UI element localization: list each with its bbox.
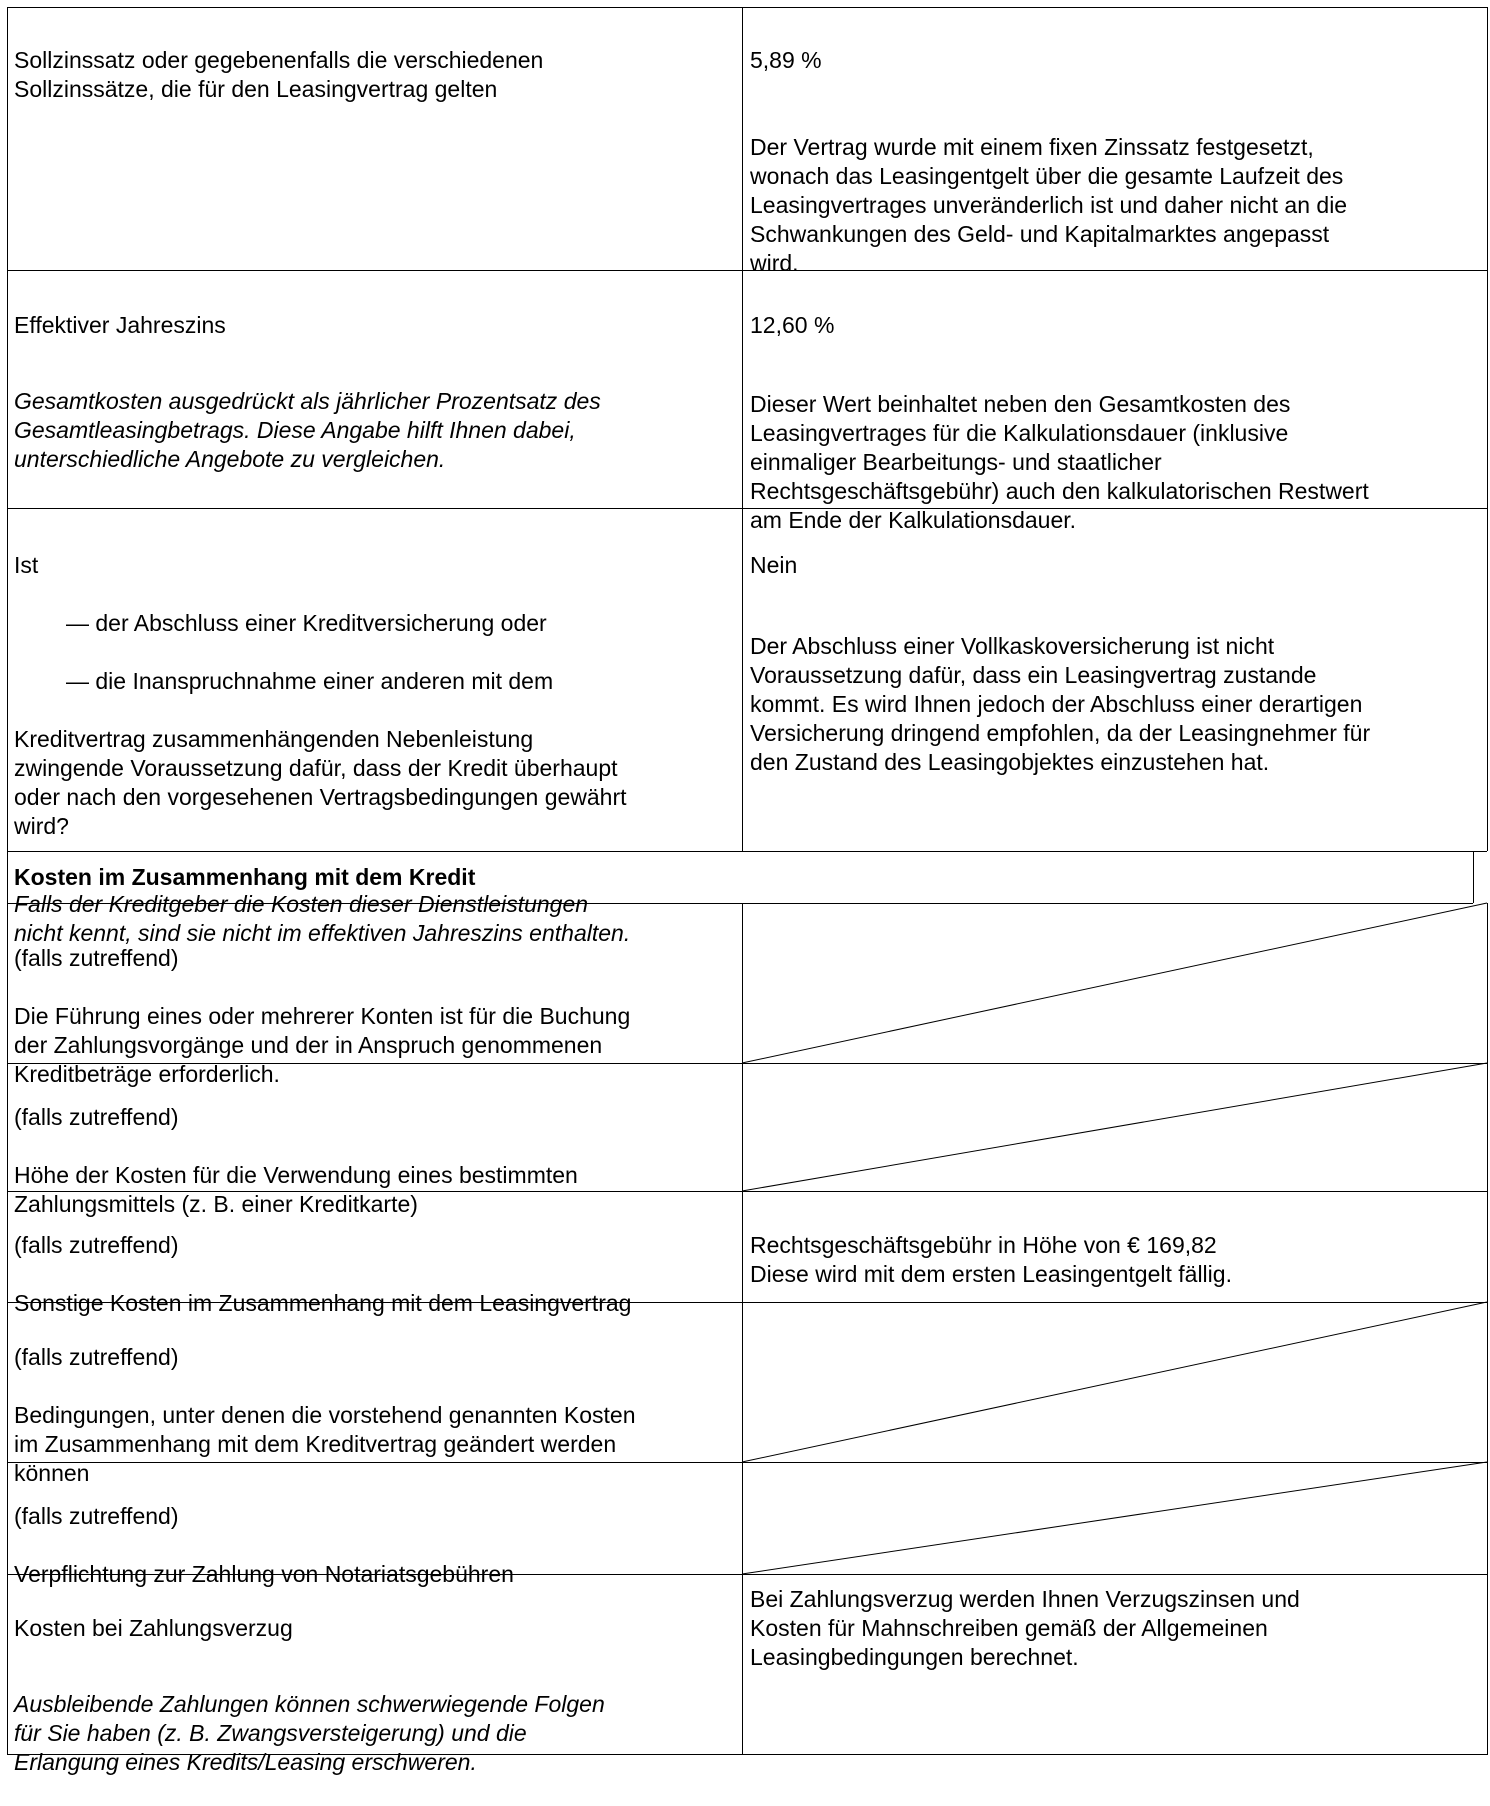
zahlungsmittel-label: Höhe der Kosten für die Verwendung eines bestimmten Zahlungsmittels (z. B. einer Kreditkarte)	[14, 1162, 578, 1217]
versicherung-answer: Nein	[750, 552, 798, 578]
effektiver-jahreszins-hint: Gesamtkosten ausgedrückt als jährlicher Prozentsatz des Gesamtleasingbetrags. Diese Angabe hilft Ihnen dabei, unterschiedliche Angebote zu vergleichen.	[14, 388, 601, 472]
zahlungsverzug-label: Kosten bei Zahlungsverzug	[14, 1615, 293, 1641]
versicherung-note: Der Abschluss einer Vollkaskoversicherung ist nicht Voraussetzung dafür, dass ein Leasingvertrag zustande kommt. Es wird Ihnen jedoch der Abschluss einer derartigen Versicherung dringend empfohlen, da der Leasingnehmer für den Zustand des Leasingobjektes einzustehen hat.	[750, 633, 1371, 775]
versicherung-question-rest: Kreditvertrag zusammenhängenden Nebenleistung zwingende Voraussetzung dafür, dass der Kredit überhaupt oder nach den vorgesehenen Vertragsbedingungen gewährt wird?	[14, 726, 627, 839]
cost-row-tag: (falls zutreffend)	[14, 1104, 179, 1130]
cost-row-tag: (falls zutreffend)	[14, 1503, 179, 1529]
sonstige-kosten-label: Sonstige Kosten im Zusammenhang mit dem Leasingvertrag	[14, 1290, 632, 1316]
sollzinssatz-note: Der Vertrag wurde mit einem fixen Zinssatz festgesetzt, wonach das Leasingentgelt über die gesamte Laufzeit des Leasingvertrages unveränderlich ist und daher nicht an die Schwankungen des Geld- und Kapitalmarktes angepasst wird.	[750, 134, 1348, 276]
sonstige-kosten-value: Rechtsgeschäftsgebühr in Höhe von € 169,82 Diese wird mit dem ersten Leasingentgelt fällig.	[750, 1232, 1232, 1287]
row-label	[14, 1585, 739, 1806]
sollzinssatz-value: 5,89 %	[750, 47, 822, 73]
row-label	[14, 282, 734, 503]
versicherung-option-1: — der Abschluss einer Kreditversicherung oder	[66, 610, 547, 636]
empty-cell-strike	[742, 1063, 1487, 1191]
row-label	[14, 17, 734, 133]
cost-row-tag: (falls zutreffend)	[14, 945, 179, 971]
sollzinssatz-label: Sollzinssatz oder gegebenenfalls die verschiedenen Sollzinssätze, die für den Leasingvertrag gelten	[14, 47, 544, 102]
cost-row-tag: (falls zutreffend)	[14, 1344, 179, 1370]
effektiver-jahreszins-label: Effektiver Jahreszins	[14, 312, 226, 338]
section-heading: Kosten im Zusammenhang mit dem Kredit	[14, 864, 476, 890]
versicherung-option-2: — die Inanspruchnahme einer anderen mit dem	[66, 668, 554, 694]
kontofuehrung-label: Die Führung eines oder mehrerer Konten ist für die Buchung der Zahlungsvorgänge und der in Anspruch genommenen Kreditbeträge erforderlich.	[14, 1003, 631, 1087]
row-label	[14, 522, 739, 977]
row-value	[750, 17, 1480, 307]
kostenaenderung-label: Bedingungen, unter denen die vorstehend genannten Kosten im Zusammenhang mit dem Kreditvertrag geändert werden können	[14, 1402, 636, 1486]
cost-row-tag: (falls zutreffend)	[14, 1232, 179, 1258]
notariatsgebuehren-label: Verpflichtung zur Zahlung von Notariatsgebühren	[14, 1561, 514, 1587]
zahlungsverzug-hint: Ausbleibende Zahlungen können schwerwiegende Folgen für Sie haben (z. B. Zwangsversteigerung) und die Erlangung eines Kredits/Leasing erschweren.	[14, 1691, 605, 1775]
empty-cell-strike	[742, 903, 1487, 1063]
row-value	[750, 522, 1480, 806]
versicherung-question-intro: Ist	[14, 552, 39, 578]
versicherung-hint: Falls der Kreditgeber die Kosten dieser Dienstleistungen nicht kennt, sind sie nicht im effektiven Jahreszins enthalten.	[14, 891, 631, 946]
zahlungsverzug-value: Bei Zahlungsverzug werden Ihnen Verzugszinsen und Kosten für Mahnschreiben gemäß der Allgemeinen Leasingbedingungen berechnet.	[750, 1586, 1300, 1670]
empty-cell-strike	[742, 1462, 1487, 1574]
effektiver-jahreszins-value: 12,60 %	[750, 312, 835, 338]
empty-cell-strike	[742, 1302, 1487, 1462]
effektiver-jahreszins-note: Dieser Wert beinhaltet neben den Gesamtkosten des Leasingvertrages für die Kalkulationsdauer (inklusive einmaliger Bearbeitungs- und staatlicher Rechtsgeschäftsgebühr) auch den kalkulatorischen Restwert am Ende der Kalkulationsdauer.	[750, 391, 1369, 533]
